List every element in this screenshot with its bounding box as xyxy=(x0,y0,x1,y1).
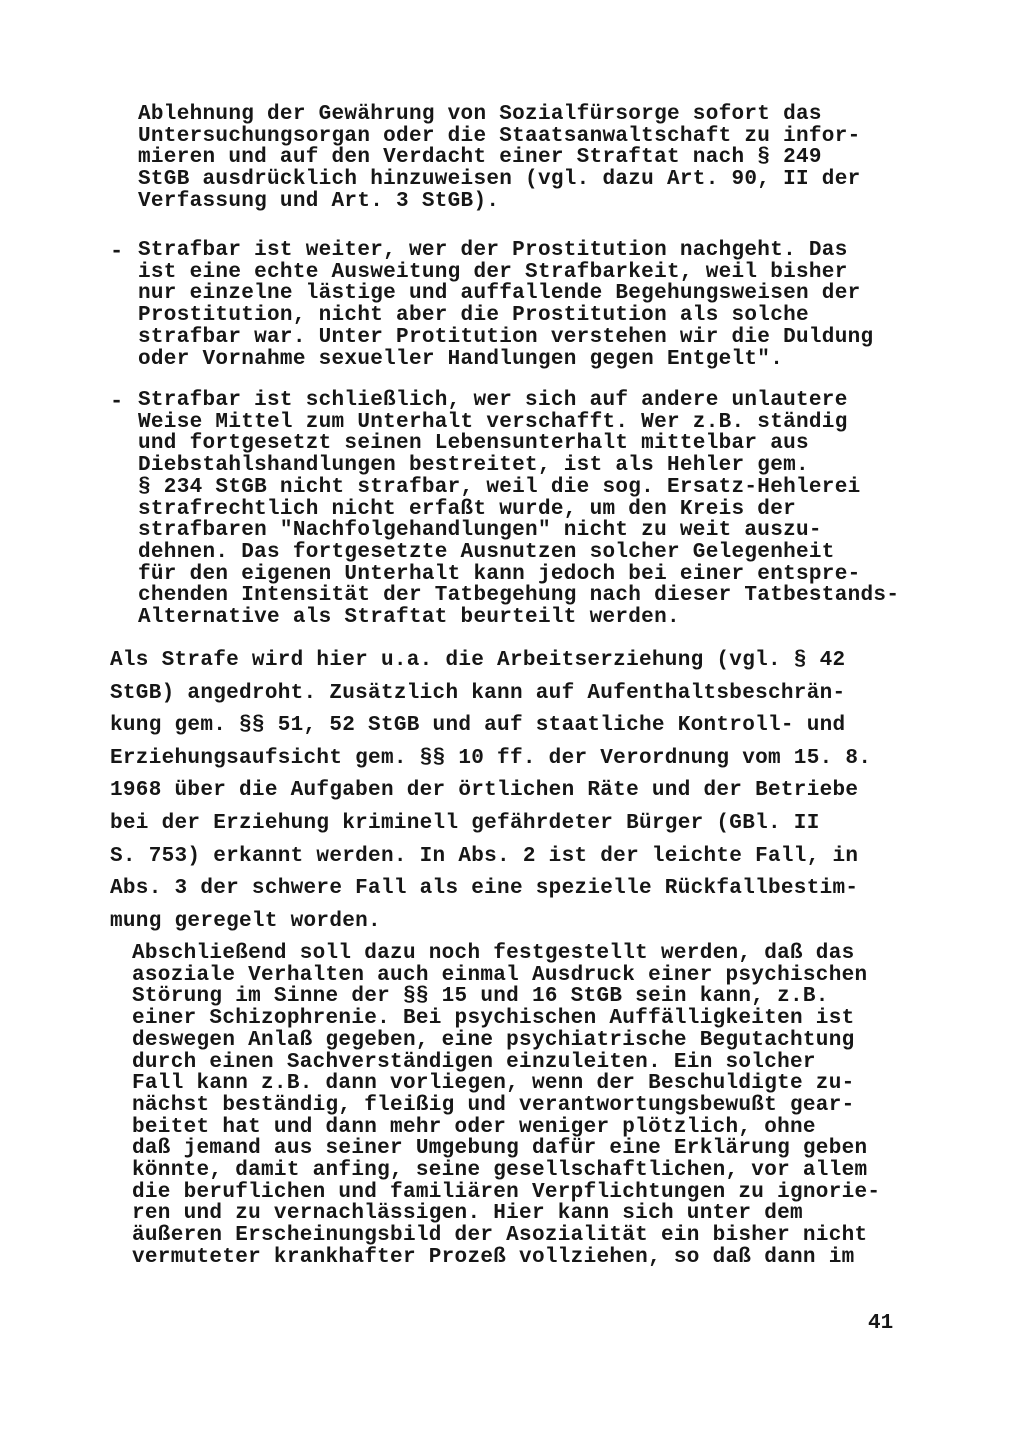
paragraph-continuation xyxy=(138,104,861,213)
text-line: mung geregelt worden. xyxy=(110,909,381,933)
text-line: oder Vornahme sexueller Handlungen gegen Entgelt". xyxy=(138,347,784,371)
text-line: beitet hat und dann mehr oder weniger plötzlich, ohne xyxy=(132,1115,816,1139)
text-line: § 234 StGB nicht strafbar, weil die sog. Ersatz-Hehlerei xyxy=(138,475,861,499)
text-line: und fortgesetzt seinen Lebensunterhalt mittelbar aus xyxy=(138,432,809,456)
bullet-dash: - xyxy=(110,389,124,414)
text-line: StGB ausdrücklich hinzuweisen (vgl. dazu Art. 90, II der xyxy=(138,168,861,192)
text-line: S. 753) erkannt werden. In Abs. 2 ist der leichte Fall, in xyxy=(110,844,859,868)
text-line: Erziehungsaufsicht gem. §§ 10 ff. der Verordnung vom 15. 8. xyxy=(110,746,872,770)
text-line: daß jemand aus seiner Umgebung dafür eine Erklärung geben xyxy=(132,1137,868,1161)
text-line: strafbar war. Unter Protitution verstehen wir die Duldung xyxy=(138,325,874,349)
text-line: Fall kann z.B. dann vorliegen, wenn der Beschuldigte zu- xyxy=(132,1072,855,1096)
text-line: nächst beständig, fleißig und verantwortungsbewußt gear- xyxy=(132,1093,855,1117)
text-line: chenden Intensität der Tatbegehung nach dieser Tatbestands- xyxy=(138,584,900,608)
text-line: Weise Mittel zum Unterhalt verschafft. Wer z.B. ständig xyxy=(138,410,848,434)
text-line: StGB) angedroht. Zusätzlich kann auf Aufenthaltsbeschrän- xyxy=(110,681,846,705)
text-line: ren und zu vernachlässigen. Hier kann sich unter dem xyxy=(132,1202,803,1226)
text-line: strafbaren "Nachfolgehandlungen" nicht zu weit auszu- xyxy=(138,519,822,543)
text-line: 1968 über die Aufgaben der örtlichen Räte und der Betriebe xyxy=(110,779,859,803)
paragraph-strafe xyxy=(110,645,871,938)
text-line: Prostitution, nicht aber die Prostitution als solche xyxy=(138,304,809,328)
text-line: Abschließend soll dazu noch festgestellt werden, daß das xyxy=(132,942,855,965)
text-line: Alternative als Straftat beurteilt werden. xyxy=(138,606,680,630)
text-line: Störung im Sinne der §§ 15 und 16 StGB sein kann, z.B. xyxy=(132,985,829,1009)
bullet-dash: - xyxy=(110,239,124,264)
text-line: strafrechtlich nicht erfaßt wurde, um den Kreis der xyxy=(138,497,797,521)
text-line: kung gem. §§ 51, 52 StGB und auf staatliche Kontroll- und xyxy=(110,714,846,738)
text-line: Ablehnung der Gewährung von Sozialfürsorge sofort das xyxy=(138,103,822,126)
page-number: 41 xyxy=(868,1312,894,1335)
text-line: Als Strafe wird hier u.a. die Arbeitserziehung (vgl. § 42 xyxy=(110,649,846,672)
text-line: bei der Erziehung kriminell gefährdeter Bürger (GBl. II xyxy=(110,811,820,835)
text-line: dehnen. Das fortgesetzte Ausnutzen solcher Gelegenheit xyxy=(138,540,835,564)
text-line: einer Schizophrenie. Bei psychischen Auffälligkeiten ist xyxy=(132,1007,855,1031)
text-line: Verfassung und Art. 3 StGB). xyxy=(138,189,500,213)
text-line: mieren und auf den Verdacht einer Straftat nach § 249 xyxy=(138,146,822,170)
text-line: könnte, damit anfing, seine gesellschaftlichen, vor allem xyxy=(132,1159,868,1183)
text-line: Strafbar ist schließlich, wer sich auf andere unlautere xyxy=(138,389,848,412)
bullet-item-unterhalt xyxy=(138,390,899,629)
text-line: Strafbar ist weiter, wer der Prostitution nachgeht. Das xyxy=(138,239,848,262)
text-line: nur einzelne lästige und auffallende Begehungsweisen der xyxy=(138,282,861,306)
text-line: durch einen Sachverständigen einzuleiten. Ein solcher xyxy=(132,1050,816,1074)
text-line: Untersuchungsorgan oder die Staatsanwaltschaft zu infor- xyxy=(138,124,861,148)
text-line: äußeren Erscheinungsbild der Asozialität ein bisher nicht xyxy=(132,1224,868,1248)
text-line: die beruflichen und familiären Verpflichtungen zu ignorie- xyxy=(132,1180,881,1204)
bullet-item-prostitution xyxy=(138,240,873,370)
text-line: asoziale Verhalten auch einmal Ausdruck einer psychischen xyxy=(132,963,868,987)
text-line: ist eine echte Ausweitung der Strafbarkeit, weil bisher xyxy=(138,260,848,284)
text-line: deswegen Anlaß gegeben, eine psychiatrische Begutachtung xyxy=(132,1028,855,1052)
paragraph-abschliessend xyxy=(132,943,880,1269)
text-line: Diebstahlshandlungen bestreitet, ist als Hehler gem. xyxy=(138,454,809,478)
text-line: Abs. 3 der schwere Fall als eine spezielle Rückfallbestim- xyxy=(110,877,859,901)
text-line: für den eigenen Unterhalt kann jedoch bei einer entspre- xyxy=(138,562,861,586)
text-line: vermuteter krankhafter Prozeß vollziehen, so daß dann im xyxy=(132,1245,855,1269)
